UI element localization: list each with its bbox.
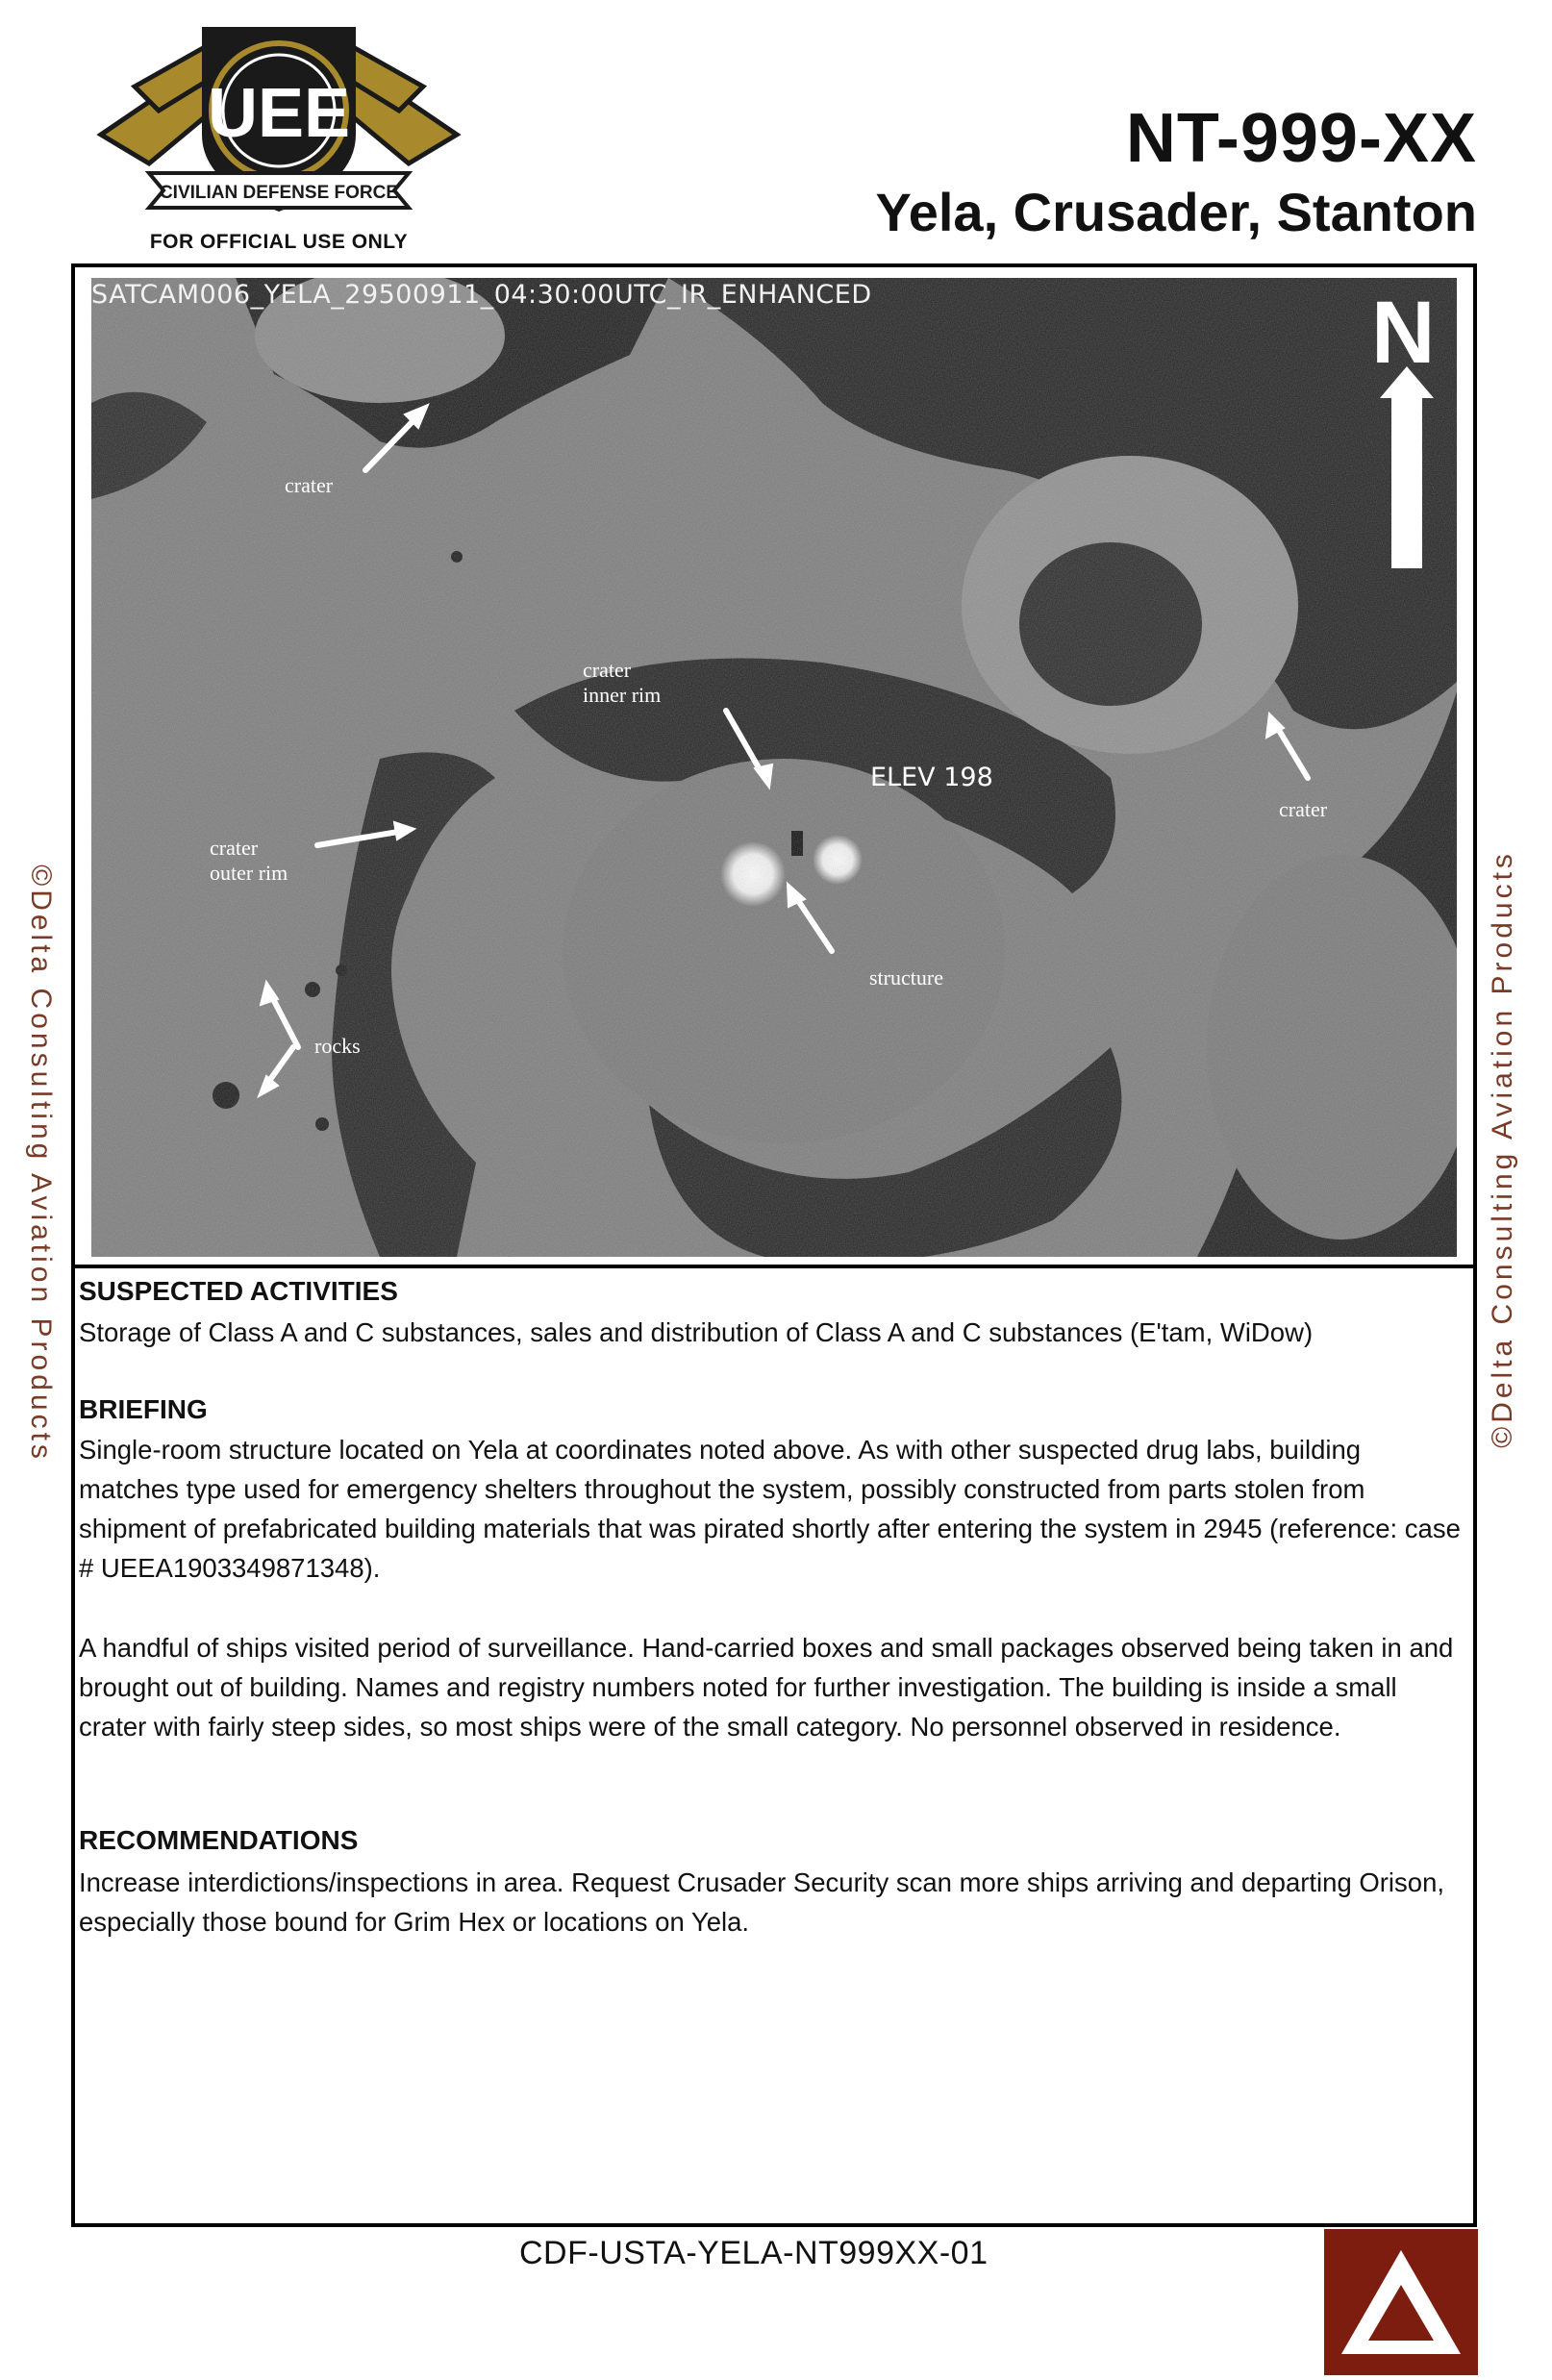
briefing-heading: BRIEFING	[79, 1394, 208, 1424]
image-divider	[71, 1265, 1477, 1268]
elevation-label: ELEV 198	[870, 763, 993, 792]
label-crater-inner-rim: crater inner rim	[583, 658, 662, 708]
briefing-paragraph-2: A handful of ships visited period of surveillance. Hand-carried boxes and small packages observed being taken in and brought out of building. Names and registry numbers noted for further investigation. The building is inside a small crater with fairly steep sides, so most ships were of the small category. No personnel observed in residence.	[79, 1633, 1454, 1741]
recommendations-text: Increase interdictions/inspections in area. Request Crusader Security scan more ships arriving and departing Orison, especially those bound for Grim Hex or locations on Yela.	[79, 1867, 1445, 1937]
north-label: N	[1371, 284, 1436, 382]
briefing-paragraph-1: Single-room structure located on Yela at coordinates noted above. As with other suspected drug labs, building matches type used for emergency shelters throughout the system, possibly constructed from parts stolen from shipment of prefabricated building materials that was pirated shortly after entering the system in 2945 (reference: case # UEEA1903349871348).	[79, 1435, 1461, 1583]
satellite-terrain	[91, 278, 1457, 1257]
label-structure: structure	[869, 965, 943, 990]
emblem-banner-text: CIVILIAN DEFENSE FORCE	[159, 183, 399, 203]
delta-triangle-logo	[1324, 2229, 1478, 2375]
label-rocks: rocks	[314, 1034, 361, 1058]
watermark-right: ©Delta Consulting Aviation Products	[1487, 850, 1518, 1448]
recommendations-heading: RECOMMENDATIONS	[79, 1825, 359, 1855]
watermark-left: ©Delta Consulting Aviation Products	[25, 864, 57, 1463]
emblem-letters: UEE	[207, 75, 351, 152]
activities-text: Storage of Class A and C substances, sales and distribution of Class A and C substances (E'tam, WiDow)	[79, 1317, 1314, 1347]
activities-heading: SUSPECTED ACTIVITIES	[79, 1276, 398, 1306]
satellite-caption: SATCAM006_YELA_29500911_04:30:00UTC_IR_ENHANCED	[91, 280, 872, 310]
label-crater-outer-rim: crater outer rim	[210, 836, 288, 886]
document-code: CDF-USTA-YELA-NT999XX-01	[519, 2235, 989, 2271]
page-title: NT-999-XX	[1125, 100, 1477, 177]
label-crater-right: crater	[1279, 797, 1328, 821]
cdf-emblem-logo	[91, 19, 466, 221]
label-crater-top: crater	[285, 473, 334, 497]
classification-marking: FOR OFFICIAL USE ONLY	[149, 231, 409, 253]
satellite-image	[91, 278, 1457, 1257]
location-subtitle: Yela, Crusader, Stanton	[875, 182, 1477, 242]
